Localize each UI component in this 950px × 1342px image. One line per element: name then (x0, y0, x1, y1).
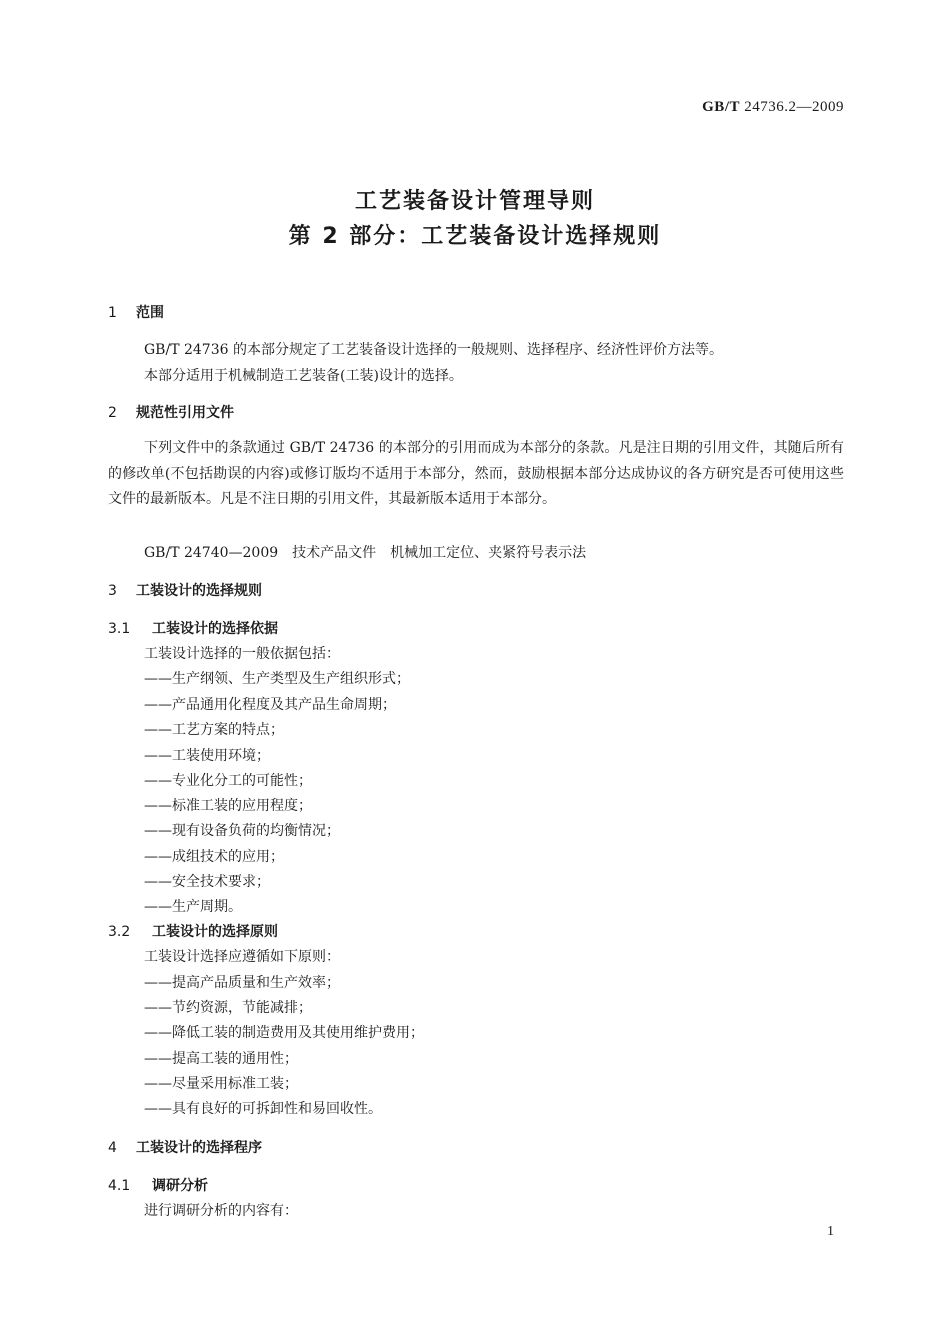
section-number: 1 (108, 305, 117, 321)
section-4-1-intro: 进行调研分析的内容有： (144, 1203, 298, 1219)
section-title: 工装设计的选择原则 (152, 924, 278, 940)
list-item: ——工艺方案的特点； (144, 722, 284, 738)
section-3-2-heading (108, 921, 278, 941)
section-title: 范围 (136, 305, 164, 321)
list-item: ——提高工装的通用性； (144, 1051, 298, 1067)
list-item: ——标准工装的应用程度； (144, 798, 312, 814)
list-item: ——专业化分工的可能性； (144, 773, 312, 789)
list-item: ——生产纲领、生产类型及生产组织形式； (144, 671, 410, 687)
section-title: 工装设计的选择程序 (136, 1140, 262, 1156)
section-3-1-heading (108, 618, 278, 638)
document-title: 工艺装备设计管理导则 (354, 189, 595, 214)
section-title: 规范性引用文件 (136, 405, 234, 421)
standard-number: 24736.2—2009 (744, 99, 844, 115)
section-title: 调研分析 (152, 1178, 208, 1194)
section-title: 工装设计的选择规则 (136, 583, 262, 599)
list-item: ——具有良好的可拆卸性和易回收性。 (144, 1101, 382, 1117)
standard-code (702, 99, 844, 116)
section-number: 3.2 (108, 924, 131, 940)
list-item: ——安全技术要求； (144, 874, 270, 890)
list-item: ——产品通用化程度及其产品生命周期； (144, 697, 396, 713)
section-1-paragraph: 本部分适用于机械制造工艺装备(工装)设计的选择。 (144, 368, 463, 384)
section-1-paragraph: GB/T 24736 的本部分规定了工艺装备设计选择的一般规则、选择程序、经济性评价方法等。 (144, 342, 723, 358)
list-item: ——提高产品质量和生产效率； (144, 975, 340, 991)
section-2-heading (108, 402, 234, 422)
section-4-1-heading (108, 1175, 208, 1195)
section-number: 4.1 (108, 1178, 131, 1194)
list-item: ——工装使用环境； (144, 748, 270, 764)
normative-reference: GB/T 24740—2009 技术产品文件 机械加工定位、夹紧符号表示法 (144, 545, 587, 561)
section-3-heading (108, 580, 262, 600)
standard-prefix: GB/T (702, 99, 740, 115)
page-number: 1 (827, 1224, 834, 1239)
list-item: ——现有设备负荷的均衡情况； (144, 823, 340, 839)
section-3-2-intro: 工装设计选择应遵循如下原则： (144, 949, 340, 965)
section-2-paragraph: 下列文件中的条款通过 GB/T 24736 的本部分的引用而成为本部分的条款。凡是注日期的引用文件，其随后所有的修改单(不包括勘误的内容)或修订版均不适用于本部分，然而，鼓励根据本部分达成协议的各方研究是否可使用这些文件的最新版本。凡是不注日期的引用文件，其最新版本适用于本部分。 (108, 440, 844, 507)
list-item: ——生产周期。 (144, 899, 242, 915)
section-number: 3.1 (108, 621, 131, 637)
section-3-1-intro: 工装设计选择的一般依据包括： (144, 646, 340, 662)
section-number: 2 (108, 405, 117, 421)
list-item: ——尽量采用标准工装； (144, 1076, 298, 1092)
section-4-heading (108, 1137, 262, 1157)
section-1-heading (108, 302, 164, 322)
list-item: ——节约资源，节能减排； (144, 1000, 312, 1016)
section-number: 3 (108, 583, 117, 599)
document-subtitle: 第 2 部分：工艺装备设计选择规则 (288, 224, 662, 249)
section-title: 工装设计的选择依据 (152, 621, 278, 637)
section-number: 4 (108, 1140, 117, 1156)
list-item: ——成组技术的应用； (144, 849, 284, 865)
list-item: ——降低工装的制造费用及其使用维护费用； (144, 1025, 424, 1041)
